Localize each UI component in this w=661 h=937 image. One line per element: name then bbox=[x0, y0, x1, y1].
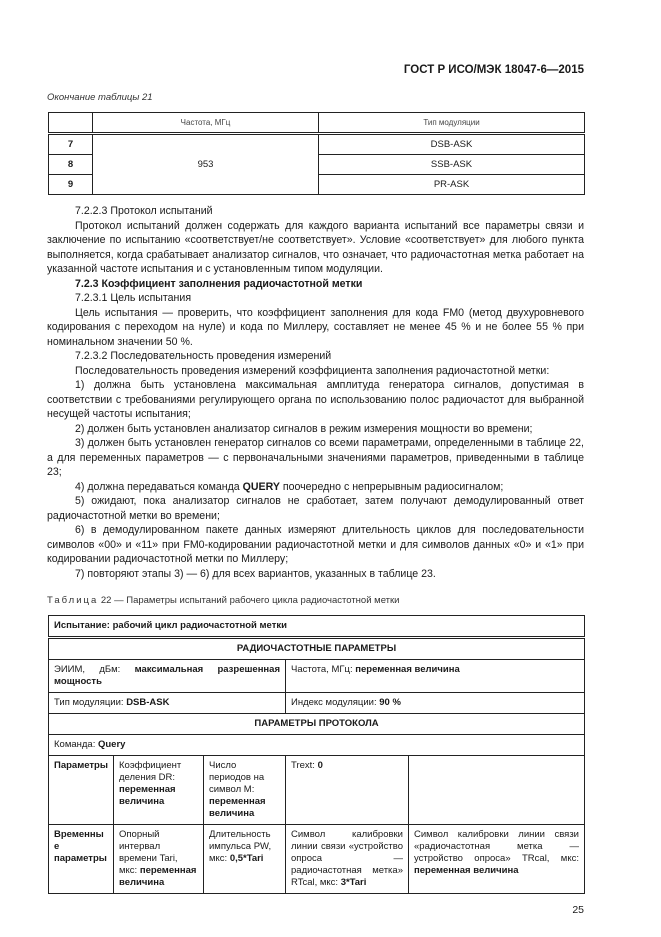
table-row bbox=[49, 660, 585, 693]
label: Индекс модуляции: bbox=[291, 697, 380, 708]
label: Коэффициент деления DR: bbox=[119, 760, 182, 783]
trext-cell bbox=[286, 756, 409, 825]
table-row bbox=[49, 134, 585, 155]
text: поочередно с непрерывным радиосигналом; bbox=[279, 480, 504, 493]
tari-cell bbox=[114, 825, 204, 894]
timing-label: Временные параметры bbox=[49, 825, 114, 894]
table-row bbox=[49, 756, 585, 825]
caption-text: 22 — Параметры испытаний рабочего цикла радиочастотной метки bbox=[98, 595, 400, 606]
label: Символ калибровки линии связи «устройство опроса — радиочастотная метка» RTcal, мкс: bbox=[291, 829, 403, 888]
list-item: 1) должна быть установлена максимальная амплитуда генератора сигналов, допустимая в соответствии с требованиями регулирующего органа по использованию полос радиочастот для выбранной несущей частоты испытания; bbox=[47, 379, 584, 420]
params-label: Параметры bbox=[49, 756, 114, 825]
row-number: 7 bbox=[49, 134, 93, 155]
modulation-cell bbox=[49, 693, 286, 714]
label: Команда: bbox=[54, 739, 98, 750]
list-item bbox=[47, 480, 584, 495]
text: 4) должна передаваться команда bbox=[75, 480, 243, 493]
standard-title: ГОСТ Р ИСО/МЭК 18047-6—2015 bbox=[403, 64, 584, 76]
label: Опорный интервал времени Tari, мкс: bbox=[119, 829, 178, 876]
frequency-cell: 953 bbox=[93, 134, 319, 195]
trcal-cell bbox=[409, 825, 585, 894]
table-header-row bbox=[49, 113, 585, 134]
rf-params-title: РАДИОЧАСТОТНЫЕ ПАРАМЕТРЫ bbox=[49, 638, 585, 660]
command-cell bbox=[49, 735, 585, 756]
label: Символ калибровки линии связи «радиочастотная метка — устройство опроса» TRcal, мкс: bbox=[414, 829, 579, 864]
list-item: 3) должен быть установлен генератор сигналов со всеми параметрами, определенными в таблице 22, а для переменных параметров — с первоначальными значениями параметров, приведенными в таблице 23; bbox=[47, 437, 584, 478]
modulation-cell: SSB-ASK bbox=[319, 155, 585, 175]
paragraph: Цель испытания — проверить, что коэффициент заполнения для кода FM0 (метод двухуровневого кодирования с переходом на нуле) и кода по Миллеру, составляет не менее 45 % и не более 55 % при номинальном значении 50 %. bbox=[47, 306, 584, 348]
table-row bbox=[49, 616, 585, 638]
list-item: 6) в демодулированном пакете данных измеряют длительность циклов для последовательности символов «00» и «11» при FM0-кодировании радиочастотной метки и для символов данных «0» и «1» при кодировании радиочастотной метки по Миллеру; bbox=[47, 524, 584, 565]
table-21 bbox=[48, 112, 585, 195]
table-22 bbox=[48, 615, 585, 894]
value: 0 bbox=[317, 760, 323, 771]
test-title: Испытание: рабочий цикл радиочастотной метки bbox=[49, 616, 585, 638]
value: максимальная разрешенная мощность bbox=[54, 664, 280, 687]
table-continuation-label: Окончание таблицы 21 bbox=[47, 92, 153, 103]
row-number: 8 bbox=[49, 155, 93, 175]
paragraph: Протокол испытаний должен содержать для каждого варианта испытаний все параметры связи и заключение по испытанию «соответствует/не соответствует». Условие «соответствует» для любого пункта выполняется, когда срабатывает анализатор сигналов, что означает, что радиочастотная метка работает на указанной частоте испытания и с установленным типом модуляции. bbox=[47, 219, 584, 275]
table-row bbox=[49, 638, 585, 660]
label: Trext: bbox=[291, 760, 318, 771]
section-heading: 7.2.2.3 Протокол испытаний bbox=[75, 205, 213, 217]
mod-index-cell bbox=[286, 693, 585, 714]
value: 90 % bbox=[379, 697, 401, 708]
rtcal-cell bbox=[286, 825, 409, 894]
empty-cell bbox=[409, 756, 585, 825]
label: Частота, МГц: bbox=[291, 664, 356, 675]
value: 0,5*Tari bbox=[229, 853, 264, 864]
label: Тип модуляции: bbox=[54, 697, 127, 708]
caption-label: Таблица bbox=[47, 595, 99, 606]
value: переменная величина bbox=[355, 664, 460, 675]
value: переменная величина bbox=[414, 865, 519, 876]
section-heading: 7.2.3.2 Последовательность проведения измерений bbox=[75, 350, 332, 362]
table-row bbox=[49, 693, 585, 714]
modulation-cell: PR-ASK bbox=[319, 175, 585, 195]
table-row bbox=[49, 735, 585, 756]
list-item: 2) должен быть установлен анализатор сигналов в режим измерения мощности во времени; bbox=[75, 422, 533, 435]
page-number: 25 bbox=[572, 904, 584, 916]
list-item: 5) ожидают, пока анализатор сигналов не сработает, затем получают демодулированный ответ радиочастотной метки во времени; bbox=[47, 495, 584, 522]
row-number: 9 bbox=[49, 175, 93, 195]
pw-cell bbox=[204, 825, 286, 894]
frequency-cell bbox=[286, 660, 585, 693]
table-row bbox=[49, 825, 585, 894]
body-text bbox=[47, 204, 584, 581]
paragraph: Последовательность проведения измерений коэффициента заполнения радиочастотной метки: bbox=[75, 364, 550, 377]
list-item: 7) повторяют этапы 3) — 6) для всех вариантов, указанных в таблице 23. bbox=[75, 567, 436, 580]
dr-cell bbox=[114, 756, 204, 825]
command-name: QUERY bbox=[242, 480, 280, 493]
protocol-params-title: ПАРАМЕТРЫ ПРОТОКОЛА bbox=[49, 714, 585, 735]
header-frequency: Частота, МГц bbox=[93, 113, 319, 134]
section-heading: 7.2.3.1 Цель испытания bbox=[75, 292, 192, 304]
value: Query bbox=[97, 739, 126, 750]
value: переменная величина bbox=[119, 865, 197, 888]
value: переменная величина bbox=[119, 784, 176, 807]
eirp-cell bbox=[49, 660, 286, 693]
label: Число периодов на символ М: bbox=[209, 760, 265, 795]
header-number bbox=[49, 113, 93, 134]
value: DSB-ASK bbox=[126, 697, 170, 708]
value: 3*Tari bbox=[340, 877, 367, 888]
section-heading: 7.2.3 Коэффициент заполнения радиочастотной метки bbox=[75, 277, 363, 290]
label: Длительность импульса PW, мкс: bbox=[209, 829, 272, 864]
header-modulation: Тип модуляции bbox=[319, 113, 585, 134]
label: ЭИИМ, дБм: bbox=[54, 664, 135, 675]
table-row bbox=[49, 714, 585, 735]
value: переменная величина bbox=[209, 796, 266, 819]
m-cell bbox=[204, 756, 286, 825]
modulation-cell: DSB-ASK bbox=[319, 134, 585, 155]
table-caption bbox=[47, 595, 584, 607]
